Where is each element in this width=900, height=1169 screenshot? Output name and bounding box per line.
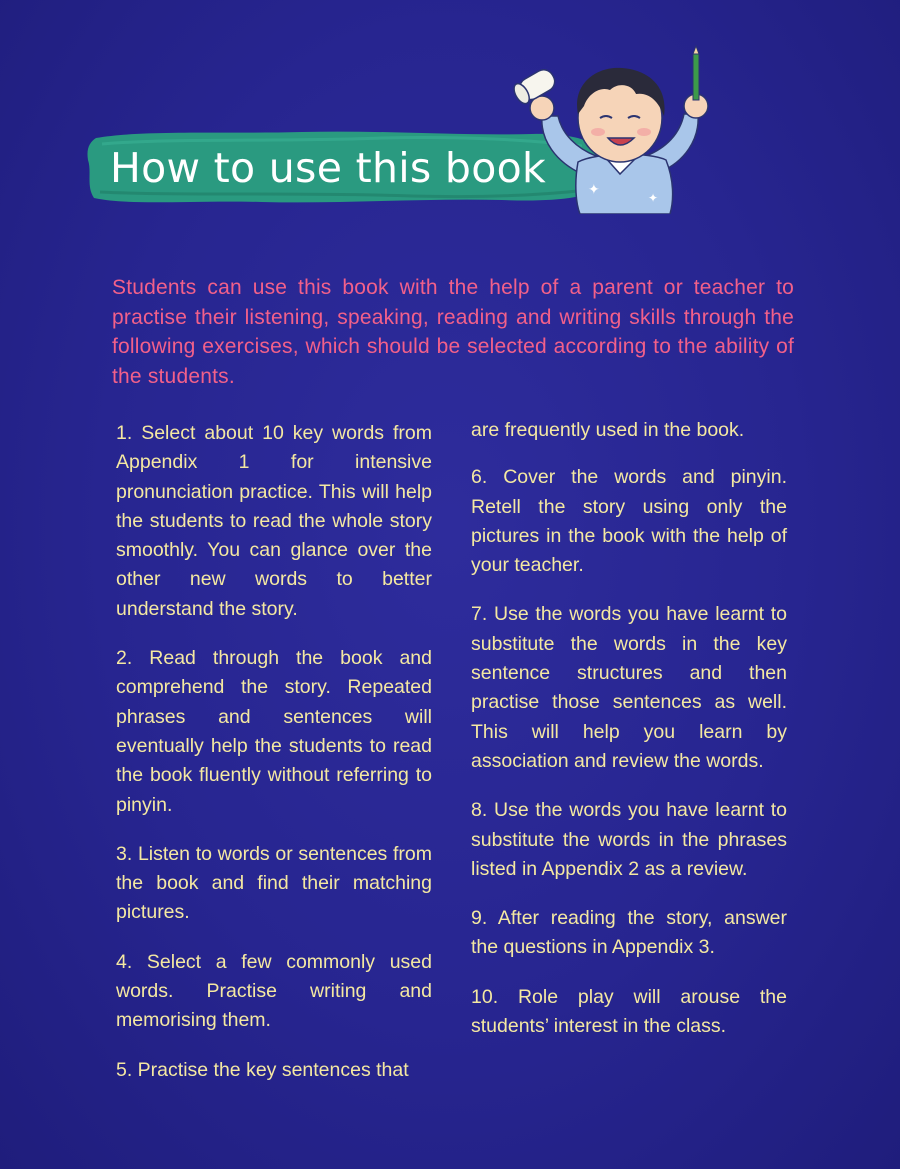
instruction-item-8: 8. Use the words you have learnt to substitute the words in the phrases listed in Appendix 2 as a review.: [471, 799, 787, 880]
instruction-item-9: 9. After reading the story, answer the questions in Appendix 3.: [471, 907, 787, 959]
instruction-item-10: 10. Role play will arouse the students’ interest in the class.: [471, 985, 787, 1038]
intro-paragraph: Students can use this book with the help of a parent or teacher to practise their listening, speaking, reading and writing skills through the following exercises, which should be selected according to the ability of the students.: [112, 276, 794, 388]
instruction-item-3: 3. Listen to words or sentences from the book and find their matching pictures.: [116, 842, 432, 924]
instruction-item-1: 1. Select about 10 key words from Appendix 1 for intensive pronunciation practice. This will help the students to read the whole story smoothly. You can glance over the other new words to better understand the story.: [116, 422, 432, 620]
instruction-item-5-start: 5. Practise the key sentences that: [116, 1058, 409, 1081]
instruction-item-2: 2. Read through the book and comprehend the story. Repeated phrases and sentences will eventually help the students to read the book fluently without referring to pinyin.: [116, 647, 432, 816]
instructions-left-column: [116, 419, 432, 1105]
instruction-item-4: 4. Select a few commonly used words. Practise writing and memorising them.: [116, 950, 432, 1032]
instruction-item-7: 7. Use the words you have learnt to substitute the words in the key sentence structures and then practise those sentences as well. This will help you learn by association and review the words.: [471, 603, 787, 772]
svg-text:✦: ✦: [648, 191, 659, 205]
instructions-right-column: [471, 416, 787, 1061]
svg-text:✦: ✦: [588, 182, 600, 198]
boy-illustration-icon: [500, 44, 730, 214]
page-title: How to use this book: [110, 144, 547, 192]
instruction-item-6: 6. Cover the words and pinyin. Retell the story using only the pictures in the book with the help of your teacher.: [471, 466, 787, 577]
instruction-item-5-end: are frequently used in the book.: [471, 419, 745, 441]
